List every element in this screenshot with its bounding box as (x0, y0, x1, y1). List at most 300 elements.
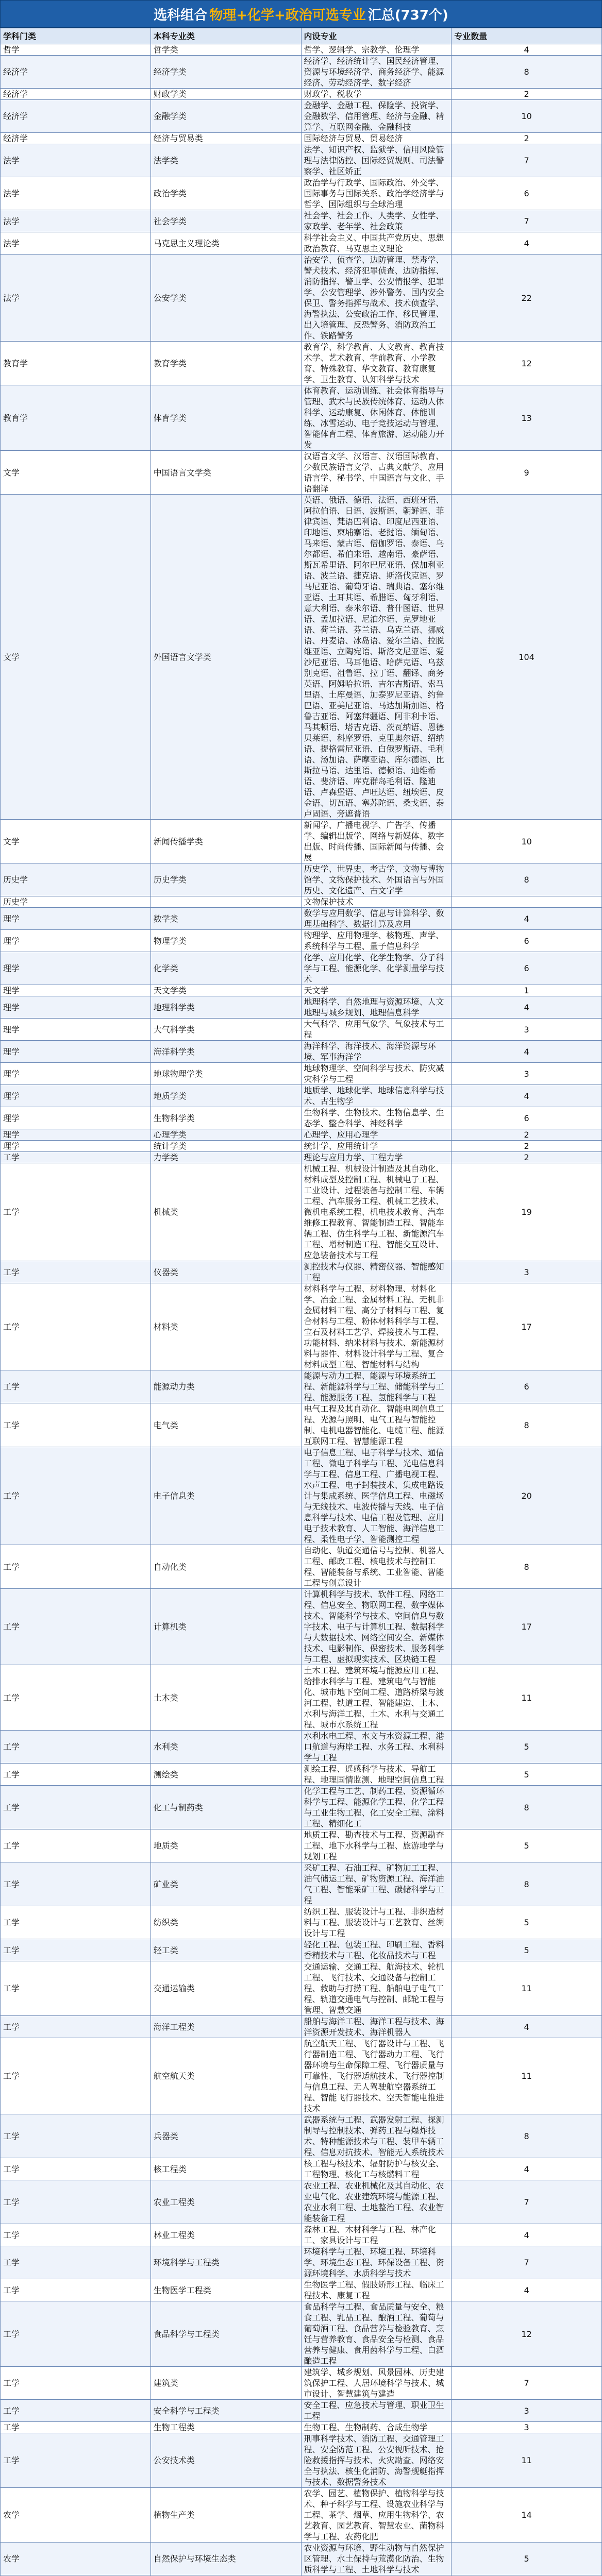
table-row (1, 2158, 602, 2180)
table-row (1, 385, 602, 451)
cell-category: 工学 (1, 1283, 151, 1370)
cell-majors: 航空航天工程、飞行器设计与工程、飞行器制造工程、飞行器动力工程、飞行器环境与生命保障工程、飞行器质量与可靠性、飞行器适航技术、飞行器控制与信息工程、无人驾驶航空器系统工程、智能飞行器技术、空天智能电推进技术 (301, 2038, 452, 2114)
cell-count: 4 (452, 908, 602, 930)
table-row (1, 255, 602, 342)
cell-majors: 环境科学与工程、环境工程、环境科学、环境生态工程、环保设备工程、资源环境科学、水质科学与技术 (301, 2246, 452, 2279)
cell-count: 3 (452, 1261, 602, 1283)
cell-class: 兵器类 (150, 2114, 301, 2158)
cell-category: 教育学 (1, 385, 151, 451)
cell-class: 纺织类 (150, 1906, 301, 1939)
table-row (1, 44, 602, 56)
cell-category: 工学 (1, 2016, 151, 2038)
cell-count: 5 (452, 2543, 602, 2575)
cell-count: 6 (452, 930, 602, 952)
cell-majors: 生物科学、生物技术、生物信息学、生态学、整合科学、神经科学 (301, 1107, 452, 1129)
table-row (1, 1085, 602, 1107)
cell-count: 2 (452, 1141, 602, 1152)
cell-category: 工学 (1, 2433, 151, 2488)
table-row (1, 1665, 602, 1731)
cell-count: 8 (452, 56, 602, 89)
table-row (1, 1141, 602, 1152)
cell-class: 生物科学类 (150, 1107, 301, 1129)
cell-category: 历史学 (1, 896, 151, 908)
cell-count: 11 (452, 2038, 602, 2114)
cell-class: 经济与贸易类 (150, 133, 301, 144)
table-row (1, 820, 602, 863)
cell-majors: 森林工程、木材科学与工程、林产化工、家具设计与工程 (301, 2224, 452, 2246)
cell-count: 8 (452, 1545, 602, 1589)
cell-category: 工学 (1, 1731, 151, 1764)
cell-category: 理学 (1, 1141, 151, 1152)
cell-majors: 农业资源与环境、野生动物与自然保护区管理、水土保持与荒漠化防治、生物质科学与工程、土地科学与技术 (301, 2543, 452, 2575)
table-row (1, 996, 602, 1019)
cell-class: 海洋科学类 (150, 1041, 301, 1063)
cell-class: 地理科学类 (150, 996, 301, 1019)
cell-majors: 农学、园艺、植物保护、植物科学与技术、种子科学与工程、设施农业科学与工程、茶学、烟草、应用生物科学、农艺教育、园艺教育、智慧农业、菌物科学与工程、农药化肥 (301, 2488, 452, 2543)
table-row (1, 1107, 602, 1129)
cell-majors: 科学社会主义、中国共产党历史、思想政治教育、马克思主义理论 (301, 232, 452, 255)
cell-count: 3 (452, 1063, 602, 1085)
cell-class: 历史学类 (150, 863, 301, 896)
table-row (1, 1063, 602, 1085)
cell-class: 仪器类 (150, 1261, 301, 1283)
cell-majors: 核工程与核技术、辐射防护与核安全、工程物理、核化工与核燃料工程 (301, 2158, 452, 2180)
cell-category: 理学 (1, 1085, 151, 1107)
cell-category: 工学 (1, 1786, 151, 1829)
cell-category: 文学 (1, 451, 151, 495)
cell-count: 7 (452, 2367, 602, 2400)
cell-category: 理学 (1, 1129, 151, 1141)
table-row (1, 2422, 602, 2433)
cell-count: 5 (452, 1731, 602, 1764)
table-row (1, 2301, 602, 2367)
cell-count: 7 (452, 2180, 602, 2224)
table-row (1, 144, 602, 177)
cell-class: 法学类 (150, 144, 301, 177)
cell-count: 17 (452, 1589, 602, 1665)
cell-class: 公安技术类 (150, 2433, 301, 2488)
table-row (1, 210, 602, 232)
cell-count: 3 (452, 2422, 602, 2433)
table-row (1, 1939, 602, 1961)
header-class: 本科专业类 (150, 28, 301, 44)
cell-majors: 地球物理学、空间科学与技术、防灾减灾科学与工程 (301, 1063, 452, 1085)
cell-category: 哲学 (1, 44, 151, 56)
cell-majors: 理论与应用力学、工程力学 (301, 1152, 452, 1163)
cell-count: 2 (452, 1129, 602, 1141)
cell-category: 经济学 (1, 133, 151, 144)
cell-count: 14 (452, 2488, 602, 2543)
cell-category: 工学 (1, 2301, 151, 2367)
table-row (1, 1764, 602, 1786)
cell-class: 教育学类 (150, 342, 301, 385)
cell-class: 地质类 (150, 1829, 301, 1862)
cell-class: 经济学类 (150, 56, 301, 89)
cell-category: 经济学 (1, 56, 151, 89)
title-prefix: 选科组合 (154, 7, 208, 23)
cell-majors: 生物医学工程、假肢矫形工程、临床工程技术、康复工程 (301, 2279, 452, 2301)
cell-category: 工学 (1, 2400, 151, 2422)
cell-class: 体育学类 (150, 385, 301, 451)
cell-class: 航空航天类 (150, 2038, 301, 2114)
cell-count: 6 (452, 952, 602, 985)
cell-class: 金融学类 (150, 100, 301, 133)
cell-majors: 体育教育、运动训练、社会体育指导与管理、武术与民族传统体育、运动人体科学、运动康复、休闲体育、体能训练、冰雪运动、电子竞技运动与管理、智能体育工程、体育旅游、运动能力开发 (301, 385, 452, 451)
cell-count: 13 (452, 385, 602, 451)
table-row (1, 2038, 602, 2114)
table-header-row (1, 28, 602, 44)
cell-class: 生物工程类 (150, 2422, 301, 2433)
cell-count: 4 (452, 1085, 602, 1107)
cell-count: 4 (452, 1041, 602, 1063)
table-row (1, 1961, 602, 2016)
cell-count: 12 (452, 2301, 602, 2367)
table-row (1, 863, 602, 896)
cell-class: 土木类 (150, 1665, 301, 1731)
table-row (1, 89, 602, 100)
cell-majors: 物理学、应用物理学、核物理、声学、系统科学与工程、量子信息科学 (301, 930, 452, 952)
cell-category: 工学 (1, 1829, 151, 1862)
cell-class: 外国语言文学类 (150, 495, 301, 820)
table-row (1, 2367, 602, 2400)
table-row (1, 232, 602, 255)
cell-majors: 统计学、应用统计学 (301, 1141, 452, 1152)
cell-class: 机械类 (150, 1163, 301, 1261)
cell-count: 2 (452, 1152, 602, 1163)
cell-category: 工学 (1, 1939, 151, 1961)
cell-category: 理学 (1, 908, 151, 930)
cell-majors: 测控技术与仪器、精密仪器、智能感知工程 (301, 1261, 452, 1283)
cell-class: 生物医学工程类 (150, 2279, 301, 2301)
table-row (1, 56, 602, 89)
cell-majors: 大气科学、应用气象学、气象技术与工程 (301, 1019, 452, 1041)
cell-count: 22 (452, 255, 602, 342)
table-row (1, 1545, 602, 1589)
cell-category: 工学 (1, 2114, 151, 2158)
cell-class: 马克思主义理论类 (150, 232, 301, 255)
cell-count: 4 (452, 2158, 602, 2180)
table-row (1, 495, 602, 820)
cell-category: 文学 (1, 495, 151, 820)
cell-majors: 食品科学与工程、食品质量与安全、粮食工程、乳品工程、酿酒工程、葡萄与葡萄酒工程、食品营养与检验教育、烹饪与营养教育、食品安全与检测、食品营养与健康、食用菌科学与工程、白酒酿造工程 (301, 2301, 452, 2367)
cell-class: 自然保护与环境生态类 (150, 2543, 301, 2575)
table-row (1, 2246, 602, 2279)
cell-class: 植物生产类 (150, 2488, 301, 2543)
cell-class: 天文学类 (150, 985, 301, 996)
table-row (1, 1019, 602, 1041)
cell-category: 工学 (1, 1152, 151, 1163)
table-row (1, 1403, 602, 1447)
cell-category: 工学 (1, 2038, 151, 2114)
table-row (1, 2224, 602, 2246)
table-row (1, 1283, 602, 1370)
cell-count: 4 (452, 996, 602, 1019)
cell-majors: 经济学、经济统计学、国民经济管理、资源与环境经济学、商务经济学、能源经济、劳动经济学、数字经济 (301, 56, 452, 89)
table-row (1, 1370, 602, 1403)
cell-category: 工学 (1, 1403, 151, 1447)
cell-class: 电子信息类 (150, 1447, 301, 1545)
cell-category: 理学 (1, 1107, 151, 1129)
cell-majors: 轻化工程、包装工程、印刷工程、香料香精技术与工程、化妆品技术与工程 (301, 1939, 452, 1961)
header-count: 专业数量 (452, 28, 602, 44)
cell-class: 数学类 (150, 908, 301, 930)
table-row (1, 2114, 602, 2158)
table-row (1, 100, 602, 133)
cell-class: 化工与制药类 (150, 1786, 301, 1829)
cell-class: 材料类 (150, 1283, 301, 1370)
cell-category: 法学 (1, 255, 151, 342)
cell-majors: 心理学、应用心理学 (301, 1129, 452, 1141)
cell-majors: 财政学、税收学 (301, 89, 452, 100)
cell-majors: 汉语言文学、汉语言、汉语国际教育、少数民族语言文学、古典文献学、应用语言学、秘书学、中国语言与文化、手语翻译 (301, 451, 452, 495)
cell-class: 建筑类 (150, 2367, 301, 2400)
cell-category: 法学 (1, 144, 151, 177)
cell-class: 交通运输类 (150, 1961, 301, 2016)
cell-majors: 船舶与海洋工程、海洋工程与技术、海洋资源开发技术、海洋机器人 (301, 2016, 452, 2038)
cell-count: 11 (452, 2433, 602, 2488)
cell-category: 工学 (1, 2158, 151, 2180)
table-row (1, 1829, 602, 1862)
cell-count: 3 (452, 1019, 602, 1041)
cell-majors: 金融学、金融工程、保险学、投资学、金融数学、信用管理、经济与金融、精算学、互联网金融、金融科技 (301, 100, 452, 133)
table-row (1, 2433, 602, 2488)
table-row (1, 930, 602, 952)
cell-majors: 英语、俄语、德语、法语、西班牙语、阿拉伯语、日语、波斯语、朝鲜语、菲律宾语、梵语巴利语、印度尼西亚语、印地语、柬埔寨语、老挝语、缅甸语、马来语、蒙古语、僧伽罗语、泰语、乌尔都语、希伯来语、越南语、豪萨语、斯瓦希里语、阿尔巴尼亚语、保加利亚语、波兰语、捷克语、斯洛伐克语、罗马尼亚语、葡萄牙语、瑞典语、塞尔维亚语、土耳其语、希腊语、匈牙利语、意大利语、泰米尔语、普什图语、世界语、孟加拉语、尼泊尔语、克罗地亚语、荷兰语、芬兰语、乌克兰语、挪威语、丹麦语、冰岛语、爱尔兰语、拉脱维亚语、立陶宛语、斯洛文尼亚语、爱沙尼亚语、马耳他语、哈萨克语、乌兹别克语、祖鲁语、拉丁语、翻译、商务英语、阿姆哈拉语、吉尔吉斯语、索马里语、土库曼语、加泰罗尼亚语、约鲁巴语、亚美尼亚语、马达加斯加语、格鲁吉亚语、阿塞拜疆语、阿非利卡语、马其顿语、塔吉克语、茨瓦纳语、恩德贝莱语、科摩罗语、克里奥尔语、绍纳语、提格雷尼亚语、白俄罗斯语、毛利语、汤加语、萨摩亚语、库尔德语、比斯拉马语、达里语、德顿语、迪维希语、斐济语、库克群岛毛利语、隆迪语、卢森堡语、卢旺达语、纽埃语、皮金语、切瓦语、塞苏陀语、桑戈语、泰卢固语、旁遮普语 (301, 495, 452, 820)
cell-category: 理学 (1, 1063, 151, 1085)
cell-majors: 材料科学与工程、材料物理、材料化学、冶金工程、金属材料工程、无机非金属材料工程、高分子材料与工程、复合材料与工程、粉体材料科学与工程、宝石及材料工艺学、焊接技术与工程、功能材料、纳米材料与技术、新能源材料与器件、材料设计科学与工程、复合材料成型工程、智能材料与结构 (301, 1283, 452, 1370)
cell-category: 工学 (1, 2367, 151, 2400)
cell-majors: 文物保护技术 (301, 896, 452, 908)
cell-class: 食品科学与工程类 (150, 2301, 301, 2367)
table-row (1, 985, 602, 996)
cell-category: 工学 (1, 1862, 151, 1906)
cell-count: 11 (452, 1961, 602, 2016)
cell-category: 工学 (1, 1163, 151, 1261)
cell-category: 文学 (1, 820, 151, 863)
cell-count: 10 (452, 100, 602, 133)
cell-class: 心理学类 (150, 1129, 301, 1141)
cell-class: 物理学类 (150, 930, 301, 952)
cell-majors: 纺织工程、服装设计与工程、非织造材料与工程、服装设计与工艺教育、丝绸设计与工程 (301, 1906, 452, 1939)
cell-class: 中国语言文学类 (150, 451, 301, 495)
cell-category: 理学 (1, 930, 151, 952)
cell-category: 理学 (1, 985, 151, 996)
cell-category: 工学 (1, 1906, 151, 1939)
table-row (1, 896, 602, 908)
cell-category: 教育学 (1, 342, 151, 385)
cell-count: 1 (452, 985, 602, 996)
cell-count: 8 (452, 863, 602, 896)
cell-majors: 天文学 (301, 985, 452, 996)
table-row (1, 451, 602, 495)
cell-majors: 建筑学、城乡规划、风景园林、历史建筑保护工程、人居环境科学与技术、城市设计、智慧建筑与建造 (301, 2367, 452, 2400)
cell-category: 经济学 (1, 100, 151, 133)
cell-count: 8 (452, 2114, 602, 2158)
cell-category: 法学 (1, 177, 151, 210)
cell-majors: 武器系统与工程、武器发射工程、探测制导与控制技术、弹药工程与爆炸技术、特种能源技术与工程、装甲车辆工程、信息对抗技术、智能无人系统技术 (301, 2114, 452, 2158)
cell-majors: 计算机科学与技术、软件工程、网络工程、信息安全、物联网工程、数字媒体技术、智能科学与技术、空间信息与数字技术、电子与计算机工程、数据科学与大数据技术、网络空间安全、新媒体技术、电影制作、保密技术、服务科学与工程、虚拟现实技术、区块链工程 (301, 1589, 452, 1665)
table-row (1, 342, 602, 385)
table-row (1, 1589, 602, 1665)
cell-class: 计算机类 (150, 1589, 301, 1665)
table-row (1, 2279, 602, 2301)
cell-count: 8 (452, 1403, 602, 1447)
cell-majors: 地质学、地球化学、地球信息科学与技术、古生物学 (301, 1085, 452, 1107)
cell-class: 哲学类 (150, 44, 301, 56)
cell-class: 自动化类 (150, 1545, 301, 1589)
cell-count: 5 (452, 1764, 602, 1786)
majors-table (0, 28, 602, 2576)
table-row (1, 1906, 602, 1939)
cell-count: 8 (452, 1862, 602, 1906)
table-row (1, 1129, 602, 1141)
cell-class: 水利类 (150, 1731, 301, 1764)
table-body (1, 44, 602, 2576)
cell-count: 4 (452, 2279, 602, 2301)
cell-class: 农业工程类 (150, 2180, 301, 2224)
cell-count (452, 896, 602, 908)
cell-majors: 国际经济与贸易、贸易经济 (301, 133, 452, 144)
page-title (0, 0, 602, 28)
cell-count: 5 (452, 1829, 602, 1862)
header-majors: 内设专业 (301, 28, 452, 44)
table-row (1, 2488, 602, 2543)
cell-class: 能源动力类 (150, 1370, 301, 1403)
table-row (1, 133, 602, 144)
cell-category: 理学 (1, 1019, 151, 1041)
cell-category: 工学 (1, 1545, 151, 1589)
cell-count: 2 (452, 133, 602, 144)
table-row (1, 1041, 602, 1063)
cell-majors: 电气工程及其自动化、智能电网信息工程、光源与照明、电气工程与智能控制、电机电器智能化、电缆工程、能源互联网工程、智慧能源工程 (301, 1403, 452, 1447)
cell-majors: 生物工程、生物制药、合成生物学 (301, 2422, 452, 2433)
cell-category: 理学 (1, 1041, 151, 1063)
cell-count: 6 (452, 1370, 602, 1403)
table-row (1, 1261, 602, 1283)
cell-majors: 教育学、科学教育、人文教育、教育技术学、艺术教育、学前教育、小学教育、特殊教育、华文教育、教育康复学、卫生教育、认知科学与技术 (301, 342, 452, 385)
cell-class: 地质学类 (150, 1085, 301, 1107)
table-row (1, 2016, 602, 2038)
cell-category: 工学 (1, 1370, 151, 1403)
cell-majors: 农业工程、农业机械化及其自动化、农业电气化、农业建筑环境与能源工程、农业水利工程、土地整治工程、农业智能装备工程 (301, 2180, 452, 2224)
table-row (1, 1447, 602, 1545)
cell-majors: 地理科学、自然地理与资源环境、人文地理与城乡规划、地理信息科学 (301, 996, 452, 1019)
cell-majors: 地质工程、勘查技术与工程、资源勘查工程、地下水科学与工程、旅游地学与规划工程 (301, 1829, 452, 1862)
cell-class: 大气科学类 (150, 1019, 301, 1041)
cell-class: 安全科学与工程类 (150, 2400, 301, 2422)
cell-class: 力学类 (150, 1152, 301, 1163)
cell-majors: 水利水电工程、水文与水资源工程、港口航道与海岸工程、水务工程、水利科学与工程 (301, 1731, 452, 1764)
table-row (1, 1152, 602, 1163)
cell-majors: 能源与动力工程、能源与环境系统工程、新能源科学与工程、储能科学与工程、能源服务工程、氢能科学与工程 (301, 1370, 452, 1403)
cell-majors: 哲学、逻辑学、宗教学、伦理学 (301, 44, 452, 56)
title-suffix: 汇总(737个) (367, 7, 448, 23)
cell-count: 4 (452, 2016, 602, 2038)
cell-count: 9 (452, 451, 602, 495)
cell-count: 17 (452, 1283, 602, 1370)
cell-count: 5 (452, 1939, 602, 1961)
cell-majors: 采矿工程、石油工程、矿物加工工程、油气储运工程、矿物资源工程、海洋油气工程、智能采矿工程、碳储科学与工程 (301, 1862, 452, 1906)
cell-majors: 测绘工程、遥感科学与技术、导航工程、地理国情监测、地理空间信息工程 (301, 1764, 452, 1786)
table-row (1, 1731, 602, 1764)
table-row (1, 1163, 602, 1261)
table-row (1, 177, 602, 210)
cell-majors: 海洋科学、海洋技术、海洋资源与环境、军事海洋学 (301, 1041, 452, 1063)
cell-count: 19 (452, 1163, 602, 1261)
cell-category: 经济学 (1, 89, 151, 100)
cell-count: 6 (452, 1107, 602, 1129)
cell-class: 海洋工程类 (150, 2016, 301, 2038)
cell-count: 12 (452, 342, 602, 385)
cell-class: 环境科学与工程类 (150, 2246, 301, 2279)
cell-category: 工学 (1, 2279, 151, 2301)
cell-class: 地球物理学类 (150, 1063, 301, 1085)
cell-category: 工学 (1, 2422, 151, 2433)
cell-count: 20 (452, 1447, 602, 1545)
cell-category: 工学 (1, 2246, 151, 2279)
cell-majors: 社会学、社会工作、人类学、女性学、家政学、老年学、社会政策 (301, 210, 452, 232)
cell-count: 5 (452, 1906, 602, 1939)
cell-majors: 法学、知识产权、监狱学、信用风险管理与法律防控、国际经贸规则、司法警察学、社区矫正 (301, 144, 452, 177)
cell-class: 统计学类 (150, 1141, 301, 1152)
cell-count: 7 (452, 144, 602, 177)
table-row (1, 2400, 602, 2422)
cell-category: 工学 (1, 1665, 151, 1731)
cell-majors: 新闻学、广播电视学、广告学、传播学、编辑出版学、网络与新媒体、数字出版、时尚传播、国际新闻与传播、会展 (301, 820, 452, 863)
cell-majors: 数学与应用数学、信息与计算科学、数理基础科学、数据计算及应用 (301, 908, 452, 930)
cell-majors: 政治学与行政学、国际政治、外交学、国际事务与国际关系、政治学经济学与哲学、国际组织与全球治理 (301, 177, 452, 210)
table-row (1, 908, 602, 930)
cell-majors: 机械工程、机械设计制造及其自动化、材料成型及控制工程、机械电子工程、工业设计、过程装备与控制工程、车辆工程、汽车服务工程、机械工艺技术、微机电系统工程、机电技术教育、汽车维修工程教育、智能制造工程、智能车辆工程、仿生科学与工程、新能源汽车工程、增材制造工程、智能交互设计、应急装备技术与工程 (301, 1163, 452, 1261)
cell-category: 理学 (1, 952, 151, 985)
cell-class: 化学类 (150, 952, 301, 985)
cell-class: 矿业类 (150, 1862, 301, 1906)
cell-class: 新闻传播学类 (150, 820, 301, 863)
cell-majors: 刑事科学技术、消防工程、交通管理工程、安全防范工程、公安视听技术、抢险救援指挥与技术、火灾勘查、网络安全与执法、核生化消防、海警舰艇指挥与技术、数据警务技术 (301, 2433, 452, 2488)
table-row (1, 2180, 602, 2224)
cell-class: 社会学类 (150, 210, 301, 232)
title-highlight: 物理+化学+政治可选专业 (209, 7, 366, 23)
cell-count: 3 (452, 2400, 602, 2422)
cell-category: 工学 (1, 1589, 151, 1665)
table-row (1, 1862, 602, 1906)
cell-count: 4 (452, 232, 602, 255)
cell-majors: 化学、应用化学、化学生物学、分子科学与工程、能源化学、化学测量学与技术 (301, 952, 452, 985)
cell-class: 轻工类 (150, 1939, 301, 1961)
cell-category: 工学 (1, 1961, 151, 2016)
cell-class: 林业工程类 (150, 2224, 301, 2246)
cell-majors: 土木工程、建筑环境与能源应用工程、给排水科学与工程、建筑电气与智能化、城市地下空间工程、道路桥梁与渡河工程、铁道工程、智能建造、土木、水利与海洋工程、土木、水利与交通工程、城市水系统工程 (301, 1665, 452, 1731)
cell-category: 工学 (1, 1447, 151, 1545)
cell-category: 法学 (1, 210, 151, 232)
cell-category: 工学 (1, 1764, 151, 1786)
cell-class: 核工程类 (150, 2158, 301, 2180)
cell-category: 工学 (1, 1261, 151, 1283)
cell-majors: 电子信息工程、电子科学与技术、通信工程、微电子科学与工程、光电信息科学与工程、信息工程、广播电视工程、水声工程、电子封装技术、集成电路设计与集成系统、医学信息工程、电磁场与无线技术、电波传播与天线、电子信息科学与技术、电信工程及管理、应用电子技术教育、人工智能、海洋信息工程、柔性电子学、智能测控工程 (301, 1447, 452, 1545)
cell-count: 7 (452, 210, 602, 232)
cell-class: 公安学类 (150, 255, 301, 342)
cell-class: 政治学类 (150, 177, 301, 210)
cell-category: 工学 (1, 2180, 151, 2224)
cell-count: 6 (452, 177, 602, 210)
cell-class: 电气类 (150, 1403, 301, 1447)
cell-class: 测绘类 (150, 1764, 301, 1786)
cell-count: 11 (452, 1665, 602, 1731)
cell-majors: 治安学、侦查学、边防管理、禁毒学、警犬技术、经济犯罪侦查、边防指挥、消防指挥、警卫学、公安情报学、犯罪学、公安管理学、涉外警务、国内安全保卫、警务指挥与战术、技术侦查学、海警执法、公安政治工作、移民管理、出入境管理、反恐警务、消防政治工作、铁路警务 (301, 255, 452, 342)
cell-count: 4 (452, 2224, 602, 2246)
cell-count: 2 (452, 89, 602, 100)
table-row (1, 952, 602, 985)
